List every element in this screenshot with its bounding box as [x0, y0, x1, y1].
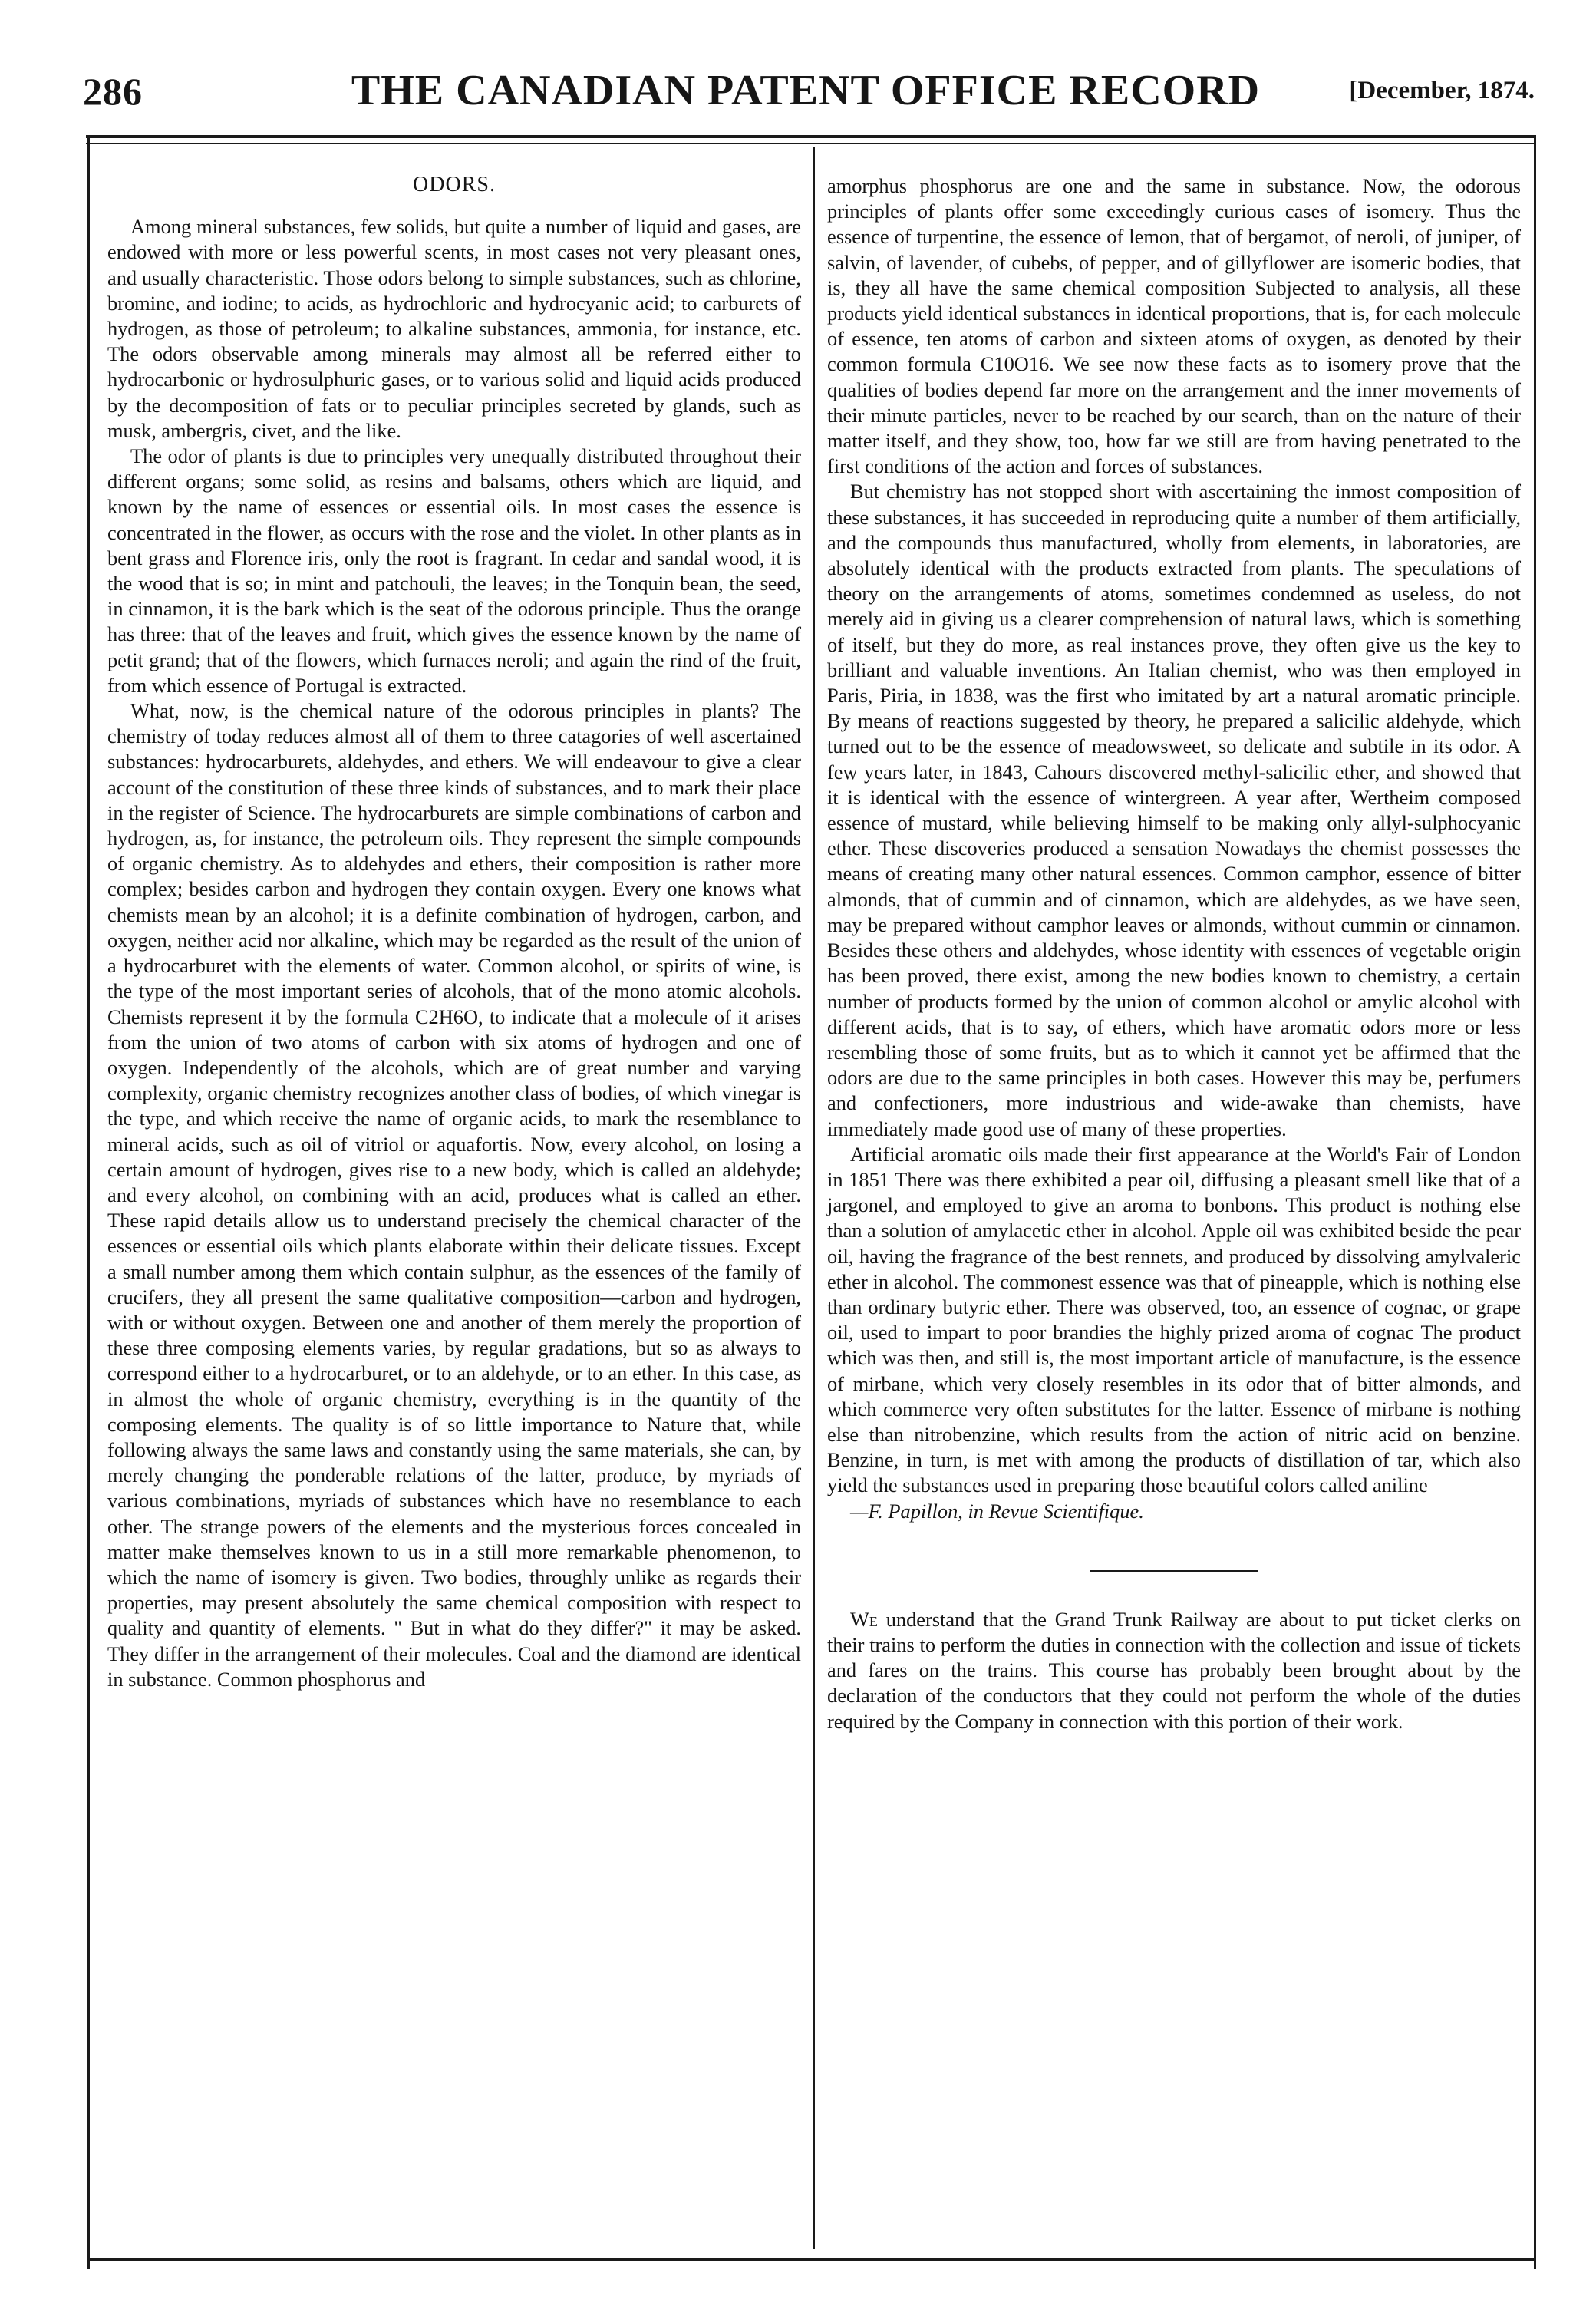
notice-text: understand that the Grand Trunk Railway are about to put ticket clerks on their trains to perform the duties in connection with the collection and issue of tickets and fares on the trains. This course has probably been brought about by the declaration of the conductors that they could not perform the whole of the duties required by the Company in connection with this portion of their work.	[827, 1607, 1521, 1733]
article-heading: ODORS.	[413, 173, 496, 196]
article-paragraph: But chemistry has not stopped short with ascertaining the inmost composition of these substances, it has succeeded in reproducing quite a number of them artificially, and the compounds thus manufactured, wholly from elements, in laboratories, are absolutely identical with the products extracted from plants. The speculations of theory on the arrangements of atoms, sometimes condemned as useless, do not merely aid in giving us a clearer comprehension of natural laws, which is something of itself, but they do more, as real instances prove, they often give us the key to brilliant and valuable inventions. An Italian chemist, who was then employed in Paris, Piria, in 1838, was the first who imitated by art a natural aromatic principle. By means of reactions suggested by theory, he prepared a salicilic aldehyde, which turned out to be the essence of meadowsweet, so delicate and subtile in its odor. A few years later, in 1843, Cahours discovered methyl-salicilic ether, and showed that it is identical with the essence of wintergreen. A year after, Wertheim composed essence of mustard, while believing himself to be making only allyl-sulphocyanic ether. These discoveries produced a sensation Nowadays the chemist possesses the means of creating many other natural essences. Common camphor, essence of bitter almonds, that of cummin and of cinnamon, which are aldehydes, as we have seen, may be prepared without camphor leaves or almonds, without cummin or cinnamon. Besides these others and aldehydes, whose identity with essences of vegetable origin has been proved, there exist, among the new bodies known to chemistry, a certain number of products formed by the union of common alcohol or amylic alcohol with different acids, that is to say, of ethers, which have aromatic odors more or less resembling those of some fruits, but as to which it cannot yet be affirmed that the odors are due to the same principles in both cases. However this may be, perfumers and confectioners, more industrious and wide-awake than chemists, have immediately made good use of many of these properties.	[827, 480, 1521, 1140]
article-separator	[1090, 1570, 1258, 1572]
article-citation	[827, 1499, 1521, 1524]
article-paragraph: The odor of plants is due to principles very unequally distributed throughout their different organs; some solid, as resins and balsams, others which are liquid, and known by the name of essences or essential oils. In most cases the essence is concentrated in the flower, as occurs with the rose and the violet. In other plants as in bent grass and Florence iris, only the root is fragrant. In cedar and sandal wood, it is the wood that is so; in mint and patchouli, the leaves; in the Tonquin bean, the seed, in cinnamon, it is the bark which is the seat of the odorous principle. Thus the orange has three: that of the leaves and fruit, which gives the essence known by the name of petit grand; that of the flowers, which furnaces neroli; and again the rind of the fruit, from which essence of Portugal is extracted.	[107, 444, 801, 697]
left-column	[107, 167, 801, 1692]
top-rule	[86, 135, 1536, 138]
right-border	[1534, 135, 1536, 2269]
journal-title: THE CANADIAN PATENT OFFICE RECORD	[351, 67, 1261, 114]
article-paragraph: amorphus phosphorus are one and the same in substance. Now, the odorous principles of plants offer some exceedingly curious cases of isomery. Thus the essence of turpentine, the essence of lemon, that of bergamot, of neroli, of juniper, of salvin, of lavender, of cubebs, of pepper, and of gillyflower are isomeric bodies, that is, they all have the same chemical composition Subjected to analysis, all these products yield identical substances in identical proportions, that is, for each molecule of essence, ten atoms of carbon and sixteen atoms of oxygen, as denoted by their common formula C10O16. We see now these facts as to isomery prove that the qualities of bodies depend far more on the arrangement and the inner movements of their minute particles, never to be reached by our search, than on the nature of their matter itself, and they show, too, how far we still are from having penetrated to the first conditions of the action and forces of substances.	[827, 174, 1521, 478]
citation-text: —F. Papillon, in Revue Scientifique.	[850, 1499, 1144, 1523]
article-paragraph: Artificial aromatic oils made their first appearance at the World's Fair of London in 1851 There was there exhibited a pear oil, diffusing a pleasant smell like that of a jargonel, and employed to give an aroma to bonbons. This product is nothing else than a solution of amylacetic ether in alcohol. Apple oil was exhibited beside the pear oil, having the fragrance of the best rennets, and produced by dissolving amylvaleric ether in alcohol. The commonest essence was that of pineapple, which is nothing else than ordinary butyric ether. There was observed, too, an essence of cognac, or grape oil, used to impart to poor brandies the highly prized aroma of cognac The product which was then, and still is, the most important article of manufacture, is the essence of mirbane, which very closely resembles in its odor that of bitter almonds, and which commerce very often substitutes for the latter. Essence of mirbane is nothing else than nitrobenzine, which results from the action of nitric acid on benzine. Benzine, in turn, is met with among the products of distillation of tar, which also yield the substances used in preparing those beautiful colors called aniline	[827, 1142, 1521, 1497]
article-paragraph: What, now, is the chemical nature of the odorous principles in plants? The chemistry of today reduces almost all of them to three catagories of well ascertained substances: hydrocarburets, aldehydes, and ethers. We will endeavour to give a clear account of the constitution of these three kinds of substances, and to mark their place in the register of Science. The hydrocarburets are simple combinations of carbon and hydrogen, as, for instance, the petroleum oils. They represent the simple compounds of organic chemistry. As to aldehydes and ethers, their composition is rather more complex; besides carbon and hydrogen they contain oxygen. Every one knows what chemists mean by an alcohol; it is a definite combination of hydrogen, carbon, and oxygen, neither acid nor alkaline, which may be regarded as the result of the union of a hydrocarburet with the elements of water. Common alcohol, or spirits of wine, is the type of the most important series of alcohols, that of the mono atomic alcohols. Chemists represent it by the formula C2H6O, to indicate that a molecule of it arises from the union of two atoms of carbon with six atoms of hydrogen and one of oxygen. Independently of the alcohols, which are of great number and varying complexity, organic chemistry recognizes another class of bodies, of which vinegar is the type, and which receive the name of organic acids, to mark the resemblance to mineral acids, such as oil of vitriol or aquafortis. Now, every alcohol, on losing a certain amount of hydrogen, gives rise to a new body, which is called an aldehyde; and every alcohol, on combining with an acid, produces what is called an ether. These rapid details allow us to understand precisely the chemical character of the essences or essential oils which plants elaborate within their delicate tissues. Except a small number among them which contain sulphur, as the essences of the family of crucifers, they all present the same qualitative composition—carbon and hydrogen, with or without oxygen. Between one and another of them merely the proportion of these three composing elements varies, by regular gradations, but so as always to correspond either to a hydrocarburet, or to an aldehyde, or to an ether. In this case, as in almost the whole of organic chemistry, everything is in the quantity of the composing elements. The quality is of so little importance to Nature that, while following always the same laws and constantly using the same materials, she can, by merely changing the ponderable relations of the latter, produce, by myriads of various combinations, myriads of substances which have no resemblance to each other. The strange powers of the elements and the mysterious forces concealed in matter make themselves known to us in a still more remarkable phenomenon, to which the name of isomery is given. Two bodies, throughly unlike as regards their properties, may present absolutely the same chemical composition with respect to quality and quantity of elements. " But in what do they differ?" it may be asked. They differ in the arrangement of their molecules. Coal and the diamond are identical in substance. Common phosphorus and	[107, 699, 801, 1691]
article-paragraph: Among mineral substances, few solids, but quite a number of liquid and gases, are endowed with more or less powerful scents, in most cases not very pleasant ones, and usually characteristic. Those odors belong to simple substances, such as chlorine, bromine, and iodine; to acids, as hydrochloric and hydrocyanic acid; to carburets of hydrogen, as those of petroleum; to alkaline substances, ammonia, for instance, etc. The odors observable among minerals may almost all be referred either to hydrocarbonic or hydrosulphuric gases, or to various solid and liquid acids produced by the decomposition of fats or to peculiar principles secreted by glands, such as musk, ambergris, civet, and the like.	[107, 215, 801, 442]
bottom-rule	[89, 2258, 1535, 2261]
issue-date: [December, 1874.	[1349, 77, 1535, 104]
railway-notice	[827, 1607, 1521, 1734]
top-rule-thin	[86, 143, 1536, 144]
page-number: 286	[83, 70, 143, 113]
column-divider	[813, 147, 815, 2249]
right-column	[827, 173, 1521, 1734]
left-border	[87, 135, 90, 2269]
notice-lead-word: We	[850, 1607, 878, 1631]
page-header	[77, 63, 1535, 127]
